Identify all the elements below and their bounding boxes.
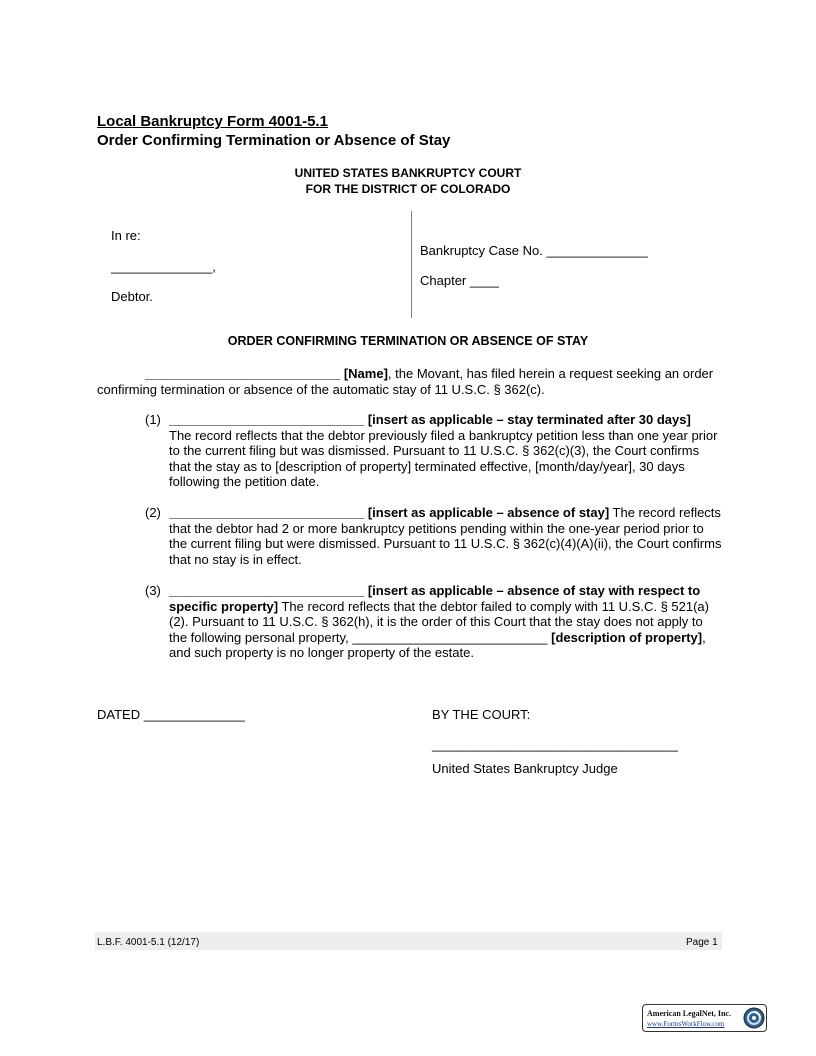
chapter-label: Chapter: [420, 273, 467, 288]
item-2-paragraph: [169, 505, 724, 567]
item-3-property-tag: [description of property]: [551, 629, 703, 645]
item-3-property-blank[interactable]: ___________________________: [352, 629, 548, 645]
item-1-paragraph: [169, 412, 724, 490]
item-1-number: (1): [145, 412, 161, 427]
in-re-label: In re:: [111, 228, 141, 243]
judge-title: United States Bankruptcy Judge: [432, 761, 618, 776]
dated-label: DATED: [97, 707, 141, 722]
dated-blank[interactable]: ______________: [143, 707, 245, 722]
intro-paragraph: [97, 366, 724, 397]
item-2-text: The record reflects that the debtor had 2 or more bankruptcy petitions pending within the one-year period prior to the current filing but were dismissed. Pursuant to 11 U.S.C. § 362(c)(4)(A)(ii), the Court confirms that no stay is in effect.: [169, 505, 722, 567]
logo-url[interactable]: www.FormsWorkFlow.com: [647, 1020, 725, 1028]
chapter-blank[interactable]: ____: [469, 273, 499, 288]
chapter-field: [420, 273, 499, 289]
logo-company-name: American LegalNet, Inc.: [647, 1009, 731, 1018]
judge-signature-line[interactable]: __________________________________: [432, 737, 678, 752]
item-3-number: (3): [145, 583, 161, 598]
item-2-blank[interactable]: ___________________________: [169, 505, 365, 520]
caption-divider: [411, 211, 412, 318]
name-tag: [Name]: [343, 366, 388, 381]
form-title: Order Confirming Termination or Absence of Stay: [97, 132, 451, 149]
intro-text: , the Movant, has filed herein a request seeking an order confirming termination or absence of the automatic stay of 11 U.S.C. § 362(c).: [97, 366, 714, 397]
form-number: Local Bankruptcy Form 4001-5.1: [97, 113, 328, 130]
dated-field: [97, 707, 245, 723]
item-2-number: (2): [145, 505, 161, 520]
case-number-field: [420, 243, 648, 259]
debtor-label: Debtor.: [111, 289, 153, 304]
case-number-label: Bankruptcy Case No.: [420, 243, 543, 258]
court-name-line2: FOR THE DISTRICT OF COLORADO: [305, 182, 511, 196]
by-the-court: BY THE COURT:: [432, 707, 531, 722]
footer-form-id: L.B.F. 4001-5.1 (12/17): [97, 937, 200, 948]
debtor-name-blank[interactable]: ______________,: [111, 259, 216, 274]
order-heading: ORDER CONFIRMING TERMINATION OR ABSENCE OF STAY: [227, 334, 589, 348]
item-3-text-2: , and such property is no longer property of the estate.: [169, 629, 706, 660]
item-3-tag: [insert as applicable – absence of stay with respect to specific property]: [169, 583, 701, 614]
american-legalnet-logo[interactable]: [642, 1004, 767, 1032]
item-1-text: The record reflects that the debtor previously filed a bankruptcy petition less than one year prior to the current filing but was dismissed. Pursuant to 11 U.S.C. § 362(c)(3), the Court confirms that the stay as to [description of property] terminated effective, [month/day/year], 30 days following the petition date.: [169, 427, 718, 489]
court-name-line1: UNITED STATES BANKRUPTCY COURT: [294, 166, 522, 180]
movant-name-blank[interactable]: ___________________________: [145, 366, 341, 381]
item-1-tag: [insert as applicable – stay terminated after 30 days]: [367, 412, 691, 427]
case-number-blank[interactable]: ______________: [546, 243, 648, 258]
item-3-text-1: The record reflects that the debtor failed to comply with 11 U.S.C. § 521(a)(2). Pursuant to 11 U.S.C. § 362(h), it is the order of this Court that the stay does not apply to the following personal property,: [169, 598, 709, 645]
item-1-blank[interactable]: ___________________________: [169, 412, 365, 427]
item-3-paragraph: [169, 583, 724, 661]
item-3-blank[interactable]: ___________________________: [169, 583, 365, 598]
globe-icon: [743, 1007, 765, 1029]
item-2-tag: [insert as applicable – absence of stay]: [367, 505, 610, 520]
footer-page-number: Page 1: [686, 937, 718, 948]
